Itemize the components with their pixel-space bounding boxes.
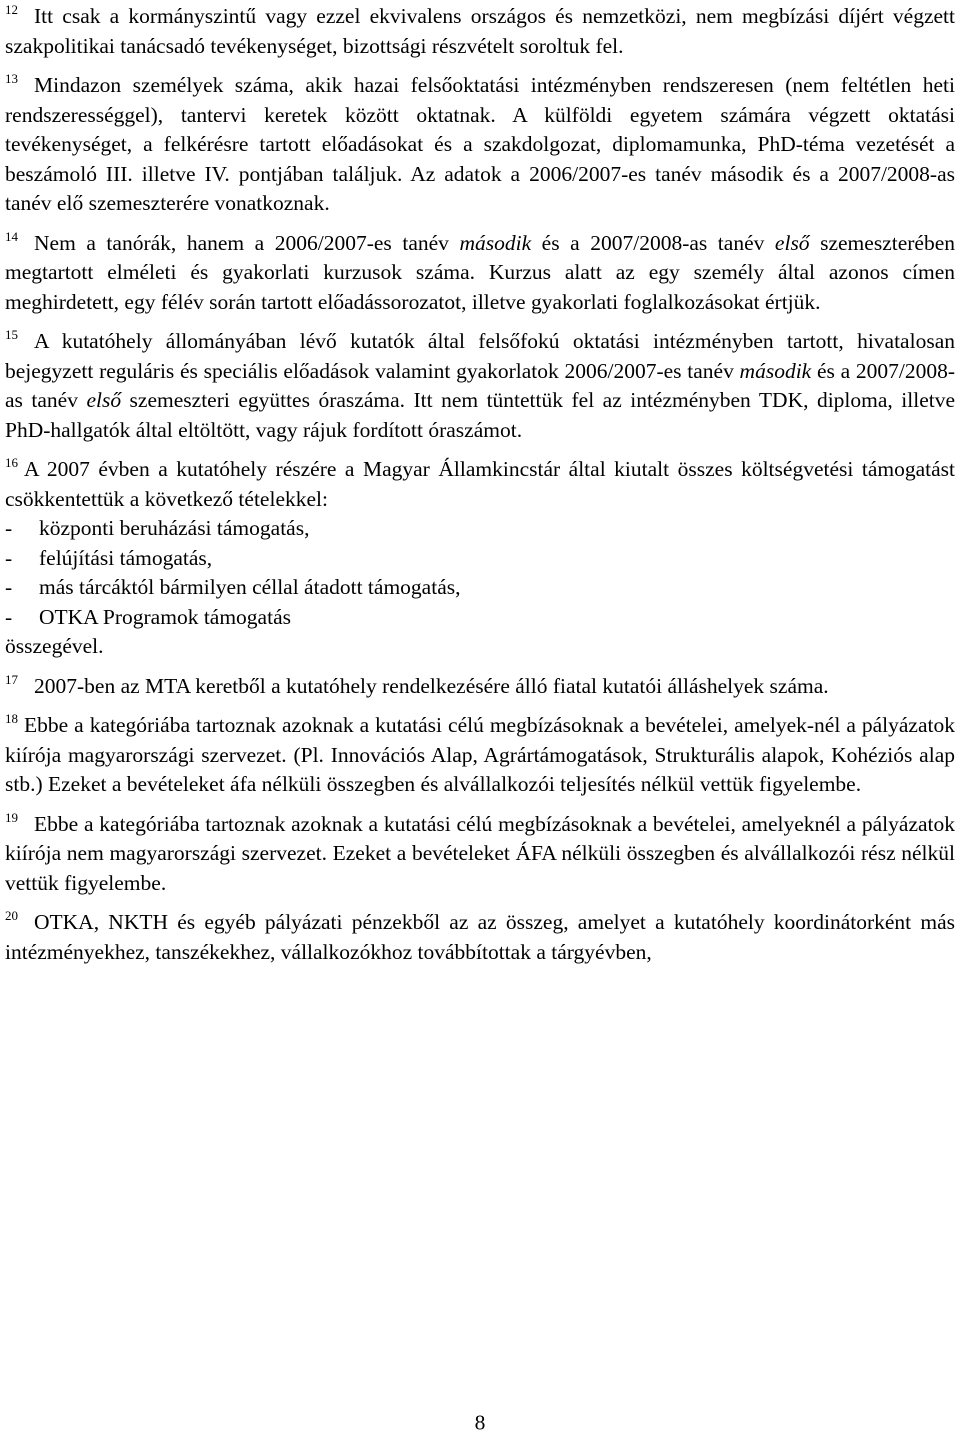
footnote-20 [5,908,955,967]
list-item-text: más tárcáktól bármilyen céllal átadott támogatás, [39,575,461,599]
footnote-number: 15 [5,327,18,342]
footnote-number: 13 [5,71,18,86]
footnote-text: OTKA, NKTH és egyéb pályázati pénzekből az az összeg, amelyet a kutatóhely koordinátorként más intézményekhez, tanszékekhez, vállalkozókhoz továbbítottak a tárgyévben, [5,910,955,964]
footnote-number: 20 [5,908,18,923]
footnote-number: 17 [5,671,18,687]
footnote-number: 19 [5,809,18,825]
footnote-italic-term: második [739,358,812,383]
footnote-text: Ebbe a kategóriába tartoznak azoknak a kutatási célú megbízásoknak a bevételei, amelyek-nél a pályázatok kiírója magyarországi szervezet. (Pl. Innovációs Alap, Agrártámogatások, Strukturális alapok, Kohéziós alap stb.) Ezeket a bevételeket áfa nélküli összegben és alvállalkozói teljesítés nélkül vettük figyelembe. [5,713,955,796]
footnote-15 [5,327,955,445]
page-number: 8 [474,1410,486,1435]
footnote-text: Mindazon személyek száma, akik hazai felsőoktatási intézményben rendszeresen (nem feltétlen heti rendszerességgel), tantervi keretek között oktatnak. A külföldi egyetem számára végzett oktatási tevékenységet, a felkérésre tartott előadásokat és a szakdolgozat, diplomamunka, PhD-téma vezetését a beszámoló III. illetve IV. pontjában találjuk. Az adatok a 2006/2007-es tanév második és a 2007/2008-as tanév elő szemeszterére vonatkoznak. [5,73,955,215]
footnote-text: Itt csak a kormányszintű vagy ezzel ekvivalens országos és nemzetközi, nem megbízási díjért végzett szakpolitikai tanácsadó tevékenységet, bizottsági részvételt soroltuk fel. [5,4,955,58]
footnote-italic-term: második [459,230,532,255]
footnote-text-part: és a 2007/2008-as tanév [531,230,775,255]
footnote-text-part: szemeszteri együttes óraszáma. Itt nem tüntettük fel az intézményben TDK, diploma, illetve PhD-hallgatók által eltöltött, vagy rájuk fordított óraszámot. [5,388,956,442]
footnote-text-part: és a 2007/2008-as tanév [5,358,955,412]
footnote-text-part: szemeszterében megtartott elméleti és gyakorlati kurzusok száma. Kurzus alatt az egy személy által azonos címen meghirdetett, egy félév során tartott előadássorozatot, illetve gyakorlati foglalkozásokat értjük. [5,230,955,314]
footnote-number: 12 [5,2,18,17]
list-item [5,603,955,633]
footnote-14 [5,229,955,318]
footnote-text: 2007-ben az MTA keretből a kutatóhely rendelkezésére álló fiatal kutatói álláshelyek száma. [34,673,829,698]
footnote-number: 16 [5,455,18,470]
footnote-number: 14 [5,228,18,244]
footnote-12 [5,2,955,61]
footnote-text: A 2007 évben a kutatóhely részére a Magyar Államkincstár által kiutalt összes költségvetési támogatást csökkentettük a következő tételekkel: [5,457,955,511]
footnote-outro: összegével. [5,634,104,658]
list-item [5,544,955,574]
list-item-text: felújítási támogatás, [39,545,213,570]
footnote-17 [5,672,955,702]
footnote-13 [5,71,955,219]
list-item-text: OTKA Programok támogatás [39,604,291,629]
footnote-text-part: Nem a tanórák, hanem a 2006/2007-es tanév [34,230,460,255]
footnote-19 [5,810,955,899]
list-dash: - [5,604,13,629]
list-item [5,573,955,603]
footnote-italic-term: első [86,388,122,412]
list-dash: - [5,516,13,540]
footnote-16 [5,455,955,662]
footnote-18 [5,711,955,800]
footnote-text-part: A kutatóhely állományában lévő kutatók által felsőfokú oktatási intézményben tartott, hivatalosan bejegyzett reguláris és speciális előadások valamint gyakorlatok 2006/2007-es tanév [5,329,955,383]
list-item [5,514,955,544]
footnotes-section [5,2,955,977]
list-dash: - [5,545,13,570]
footnote-text: Ebbe a kategóriába tartoznak azoknak a kutatási célú megbízásoknak a bevételei, amelyeknél a pályázatok kiírója nem magyarországi szervezet. Ezeket a bevételeket ÁFA nélküli összegben és alvállalkozói rész nélkül vettük figyelembe. [5,811,955,895]
list-item-text: központi beruházási támogatás, [39,516,310,540]
list-dash: - [5,575,13,599]
footnote-italic-term: első [774,230,810,255]
footnote-number: 18 [5,711,18,726]
